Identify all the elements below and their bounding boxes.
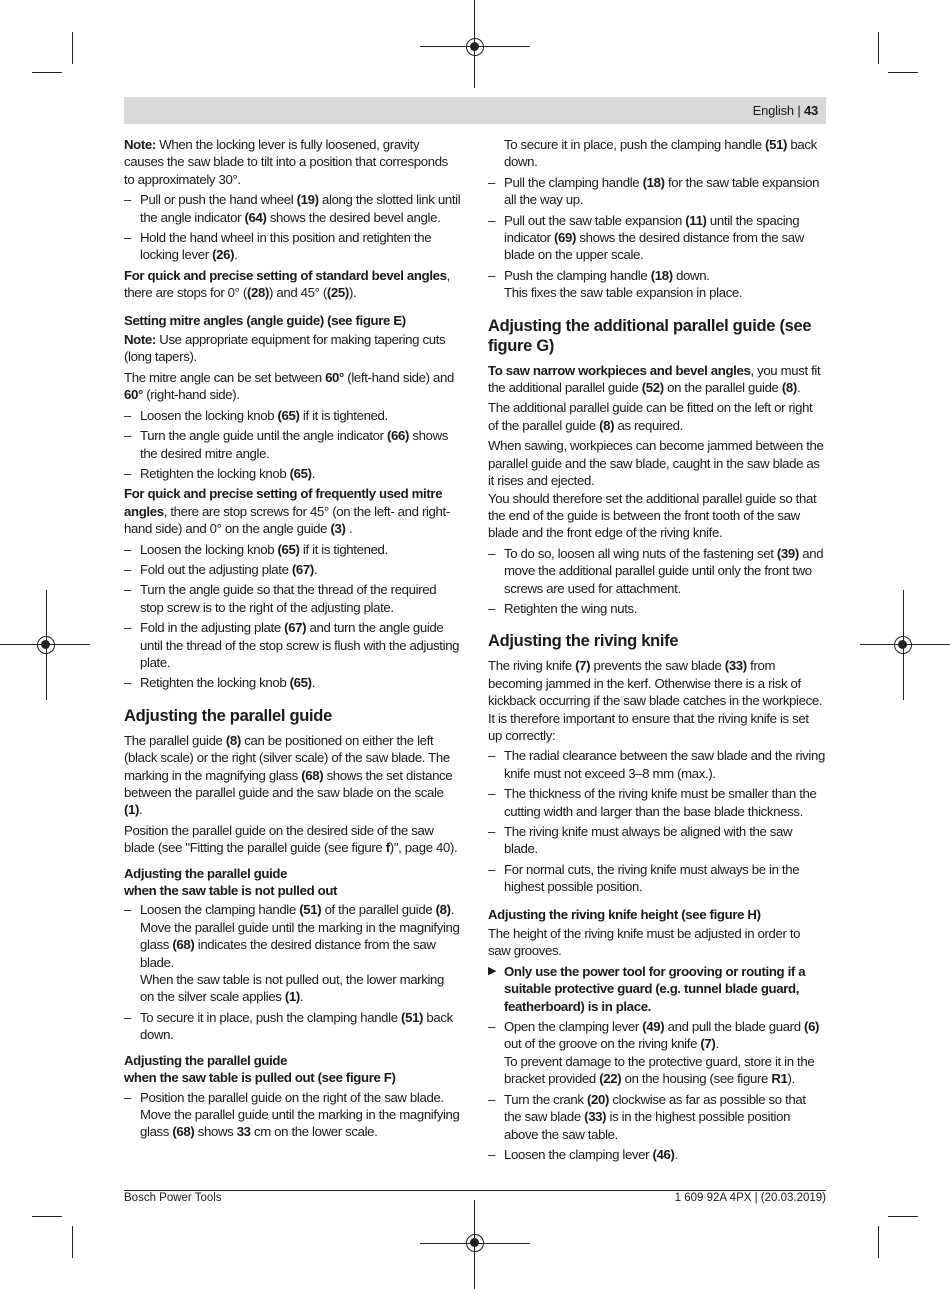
guide-position-paragraph: You should therefore set the additional parallel guide so that the end of the guide is between the front tooth of the saw blade and the front edge of the riving knife.: [488, 490, 817, 541]
crop-mark: [32, 1216, 62, 1217]
list-item-continued: To secure it in place, push the clamping handle (51) back down.: [504, 137, 817, 170]
pulled-steps-list-continued: [488, 136, 825, 302]
footer-rule: [124, 1190, 826, 1191]
crop-mark: [888, 72, 918, 73]
left-column: [124, 136, 461, 1144]
section-heading-mitre: Setting mitre angles (angle guide) (see figure E): [124, 312, 406, 328]
page-header: [124, 97, 826, 124]
list-item: – Fold in the adjusting plate (67) and turn the angle guide until the thread of the stop screw is flush with the adjusting plate.: [124, 620, 460, 670]
list-item: – Retighten the locking knob (65).: [124, 465, 316, 481]
riving-height-steps-list: [488, 963, 825, 1163]
list-item: – Open the clamping lever (49) and pull the blade guard (6) out of the groove on the riving knife (7). To prevent damage to the protective guard, store it in the bracket provided (22) on the housing (see figure R1).: [488, 1019, 820, 1087]
parallel-position-paragraph: Position the parallel guide on the desired side of the saw blade (see "Fitting the parallel guide (see figure f)", page 40).: [124, 822, 458, 856]
crop-mark: [888, 1216, 918, 1217]
crop-mark: [878, 32, 879, 64]
crop-mark: [72, 32, 73, 64]
list-item: – The riving knife must always be aligned with the saw blade.: [488, 824, 793, 857]
quick-mitre-paragraph: For quick and precise setting of frequently used mitre angles, there are stop screws for 45° (on the left- and right-hand side) and 0° on the angle guide (3) .: [124, 486, 450, 537]
stop-screw-steps-list: [124, 541, 461, 692]
header-separator: |: [797, 103, 801, 118]
section-heading-riving-knife: Adjusting the riving knife: [488, 632, 679, 651]
list-item: – Retighten the wing nuts.: [488, 600, 638, 616]
jamming-paragraph: When sawing, workpieces can become jammed between the parallel guide and the saw blade, caught in the saw blade as it rises and ejected.: [488, 438, 824, 489]
list-item: – Retighten the locking knob (65).: [124, 675, 316, 691]
list-item: – The radial clearance between the saw blade and the riving knife must not exceed 3–8 mm (max.).: [488, 748, 825, 781]
additional-guide-paragraph: To saw narrow workpieces and bevel angles, you must fit the additional parallel guide (52) on the parallel guide (8).: [488, 362, 821, 396]
list-item: – To secure it in place, push the clamping handle (51) back down.: [124, 1009, 453, 1043]
list-item: – Pull the clamping handle (18) for the saw table expansion all the way up.: [488, 174, 820, 208]
registration-icon: [37, 636, 55, 654]
riving-knife-paragraph: The riving knife (7) prevents the saw blade (33) from becoming jammed in the kerf. Otherwise there is a risk of kickback occurring if the saw blade catches in the workpiece.: [488, 658, 823, 709]
riving-height-paragraph: The height of the riving knife must be adjusted in order to saw grooves.: [488, 926, 801, 959]
crop-mark: [878, 1226, 879, 1258]
registration-icon: [466, 38, 484, 56]
page-number: 43: [803, 103, 818, 118]
list-item: – Fold out the adjusting plate (67).: [124, 561, 318, 577]
list-item: – Turn the crank (20) clockwise as far as possible so that the saw blade (33) is in the highest possible position above the saw table.: [488, 1091, 806, 1142]
header-language: English: [752, 103, 794, 118]
list-item: – For normal cuts, the riving knife must always be in the highest possible position.: [488, 861, 800, 895]
list-item: – The thickness of the riving knife must be smaller than the cutting width and larger than the base blade thickness.: [488, 786, 817, 819]
list-item: – To do so, loosen all wing nuts of the fastening set (39) and move the additional parallel guide until only the front two screws are used for attachment.: [488, 545, 824, 596]
list-item: – Turn the angle guide so that the thread of the required stop screw is to the right of the adjusting plate.: [124, 582, 437, 615]
header-text: [753, 103, 818, 118]
riving-knife-setup-paragraph: It is therefore important to ensure that the riving knife is set up correctly:: [488, 710, 809, 743]
list-item: – Pull or push the hand wheel (19) along the slotted link until the angle indicator (64) shows the desired bevel angle.: [124, 192, 461, 225]
riving-knife-requirements-list: [488, 747, 825, 895]
additional-guide-paragraph: The additional parallel guide can be fitted on the left or right of the parallel guide (8) as required.: [488, 400, 813, 433]
list-item: – Loosen the locking knob (65) if it is tightened.: [124, 541, 388, 557]
note-paragraph: Note: Use appropriate equipment for making tapering cuts (long tapers).: [124, 332, 446, 365]
registration-icon: [894, 636, 912, 654]
footer-doc-id: 1 609 92A 4PX | (20.03.2019): [674, 1192, 826, 1204]
parallel-guide-paragraph: The parallel guide (8) can be positioned on either the left (black scale) or the right (silver scale) of the saw blade. The marking in the magnifying glass (68) shows the set distance between the parallel guide and the saw blade on the scale (1).: [124, 732, 453, 818]
list-item: – Loosen the clamping lever (46).: [488, 1146, 678, 1162]
list-item: – Position the parallel guide on the right of the saw blade. Move the parallel guide until the marking in the magnifying glass (68) shows 33 cm on the lower scale.: [124, 1089, 460, 1140]
pulled-steps-list: [124, 1089, 461, 1141]
list-item: – Hold the hand wheel in this position and retighten the locking lever (26).: [124, 230, 432, 263]
not-pulled-steps-list: [124, 901, 461, 1043]
wing-nut-steps-list: [488, 545, 825, 618]
list-item: – Loosen the locking knob (65) if it is tightened.: [124, 407, 388, 423]
note-paragraph: Note: When the locking lever is fully loosened, gravity causes the saw blade to tilt into a position that corresponds to approximately 30°.: [124, 137, 448, 187]
crop-mark: [32, 72, 62, 73]
list-item: – Loosen the clamping handle (51) of the parallel guide (8). Move the parallel guide until the marking in the magnifying glass (68) indicates the desired distance from the saw blade. When the saw table is not pulled out, the lower marking on the silver scale applies (1).: [124, 902, 460, 1005]
bevel-steps-list: [124, 191, 461, 264]
mitre-steps-list: [124, 407, 461, 483]
footer-brand: Bosch Power Tools: [124, 1192, 222, 1204]
mitre-range-paragraph: The mitre angle can be set between 60° (left-hand side) and 60° (right-hand side).: [124, 369, 454, 403]
subheading-pulled-out: Adjusting the parallel guide when the saw table is pulled out (see figure F): [124, 1052, 396, 1086]
list-item: – Push the clamping handle (18) down. This fixes the saw table expansion in place.: [488, 267, 743, 301]
subheading-not-pulled-out: Adjusting the parallel guide when the saw table is not pulled out: [124, 865, 338, 899]
list-item: – Pull out the saw table expansion (11) until the spacing indicator (69) shows the desired distance from the saw blade on the upper scale.: [488, 212, 804, 263]
subheading-riving-knife-height: Adjusting the riving knife height (see figure H): [488, 906, 761, 922]
list-item: – Turn the angle guide until the angle indicator (66) shows the desired mitre angle.: [124, 428, 449, 461]
registration-icon: [466, 1234, 484, 1252]
crop-mark: [72, 1226, 73, 1258]
section-heading-additional-guide: Adjusting the additional parallel guide (see figure G): [488, 316, 812, 355]
quick-bevel-paragraph: For quick and precise setting of standard bevel angles, there are stops for 0° ((28)) and 45° ((25)).: [124, 267, 450, 301]
section-heading-parallel-guide: Adjusting the parallel guide: [124, 706, 332, 725]
warning-item: ▶ Only use the power tool for grooving or routing if a suitable protective guard (e.g. tunnel blade guard, featherboard) is in place.: [488, 963, 806, 1014]
right-column: [488, 136, 825, 1166]
warning-arrow-icon: ▶: [488, 964, 497, 977]
